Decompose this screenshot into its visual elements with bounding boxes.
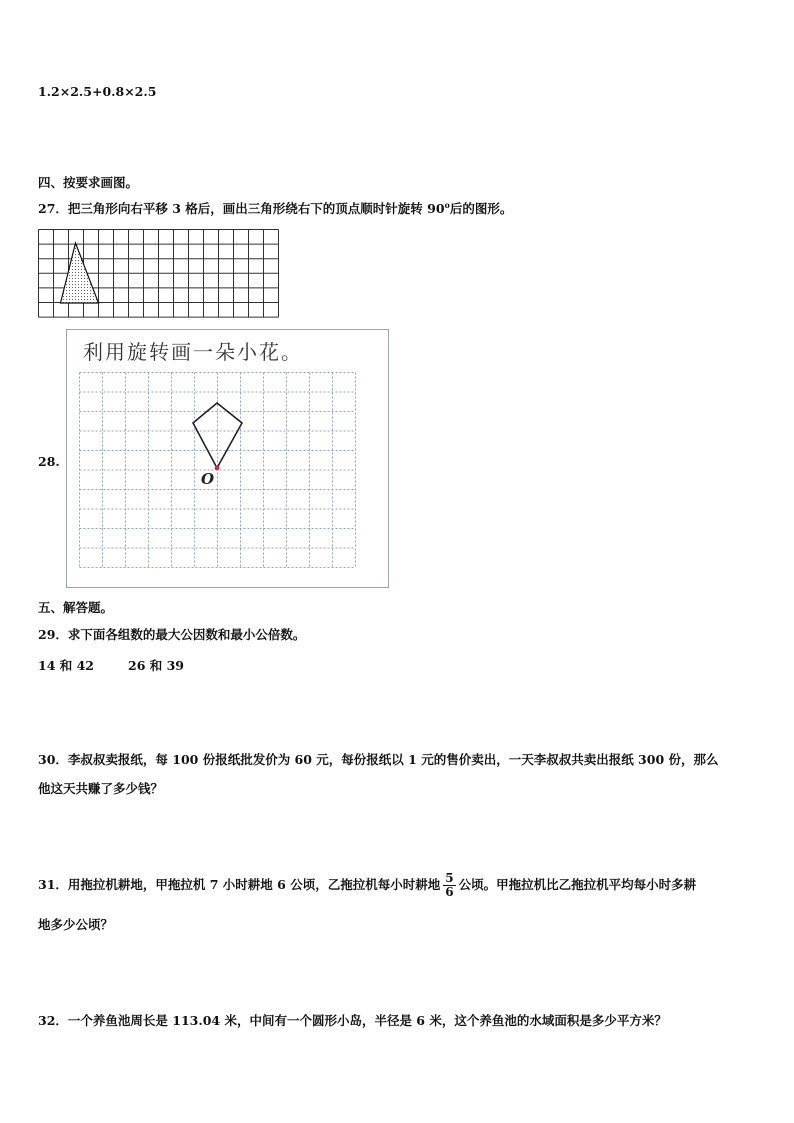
expression-line: 1.2×2.5+0.8×2.5 — [38, 84, 157, 99]
q31-after: 公顷。甲拖拉机比乙拖拉机平均每小时多耕 — [458, 877, 697, 892]
question-29: 29．求下面各组数的最大公因数和最小公倍数。 — [38, 627, 306, 642]
rotation-point-marker — [215, 466, 220, 471]
question-31-line2: 地多少公顷？ — [38, 917, 114, 932]
rotation-point-label: O — [201, 470, 215, 488]
q29-pair-1: 14 和 42 — [38, 658, 94, 673]
flower-grid — [77, 370, 359, 570]
fraction-denominator: 6 — [445, 885, 454, 899]
question-27 — [38, 199, 512, 217]
q27-degree: o — [444, 199, 450, 210]
question-30-line2: 他这天共赚了多少钱？ — [38, 781, 164, 796]
section-five-heading: 五、解答题。 — [38, 600, 114, 615]
q31-before: 31．用拖拉机耕地，甲拖拉机 7 小时耕地 6 公顷，乙拖拉机每小时耕地 — [38, 877, 441, 892]
q31-fraction — [443, 872, 455, 899]
question-32: 32．一个养鱼池周长是 113.04 米，中间有一个圆形小岛，半径是 6 米，这个养鱼池的水域面积是多少平方米？ — [38, 1013, 667, 1028]
q28-number: 28. — [38, 454, 60, 469]
q27-text-after: 后的图形。 — [449, 201, 513, 216]
figure-title: 利用旋转画一朵小花。 — [83, 340, 303, 364]
section-four-heading: 四、按要求画图。 — [38, 175, 139, 190]
flower-rotation-figure — [66, 329, 389, 588]
triangle-grid-figure — [38, 229, 280, 319]
q27-text-before: 27．把三角形向右平移 3 格后，画出三角形绕右下的顶点顺时针旋转 90 — [38, 201, 445, 216]
question-30-line1: 30．李叔叔卖报纸，每 100 份报纸批发价为 60 元，每份报纸以 1 元的售价卖出，一天李叔叔共卖出报纸 300 份，那么 — [38, 752, 719, 767]
q29-pair-2: 26 和 39 — [128, 658, 184, 673]
question-31-line1 — [38, 867, 696, 903]
fraction-numerator: 5 — [445, 871, 454, 885]
